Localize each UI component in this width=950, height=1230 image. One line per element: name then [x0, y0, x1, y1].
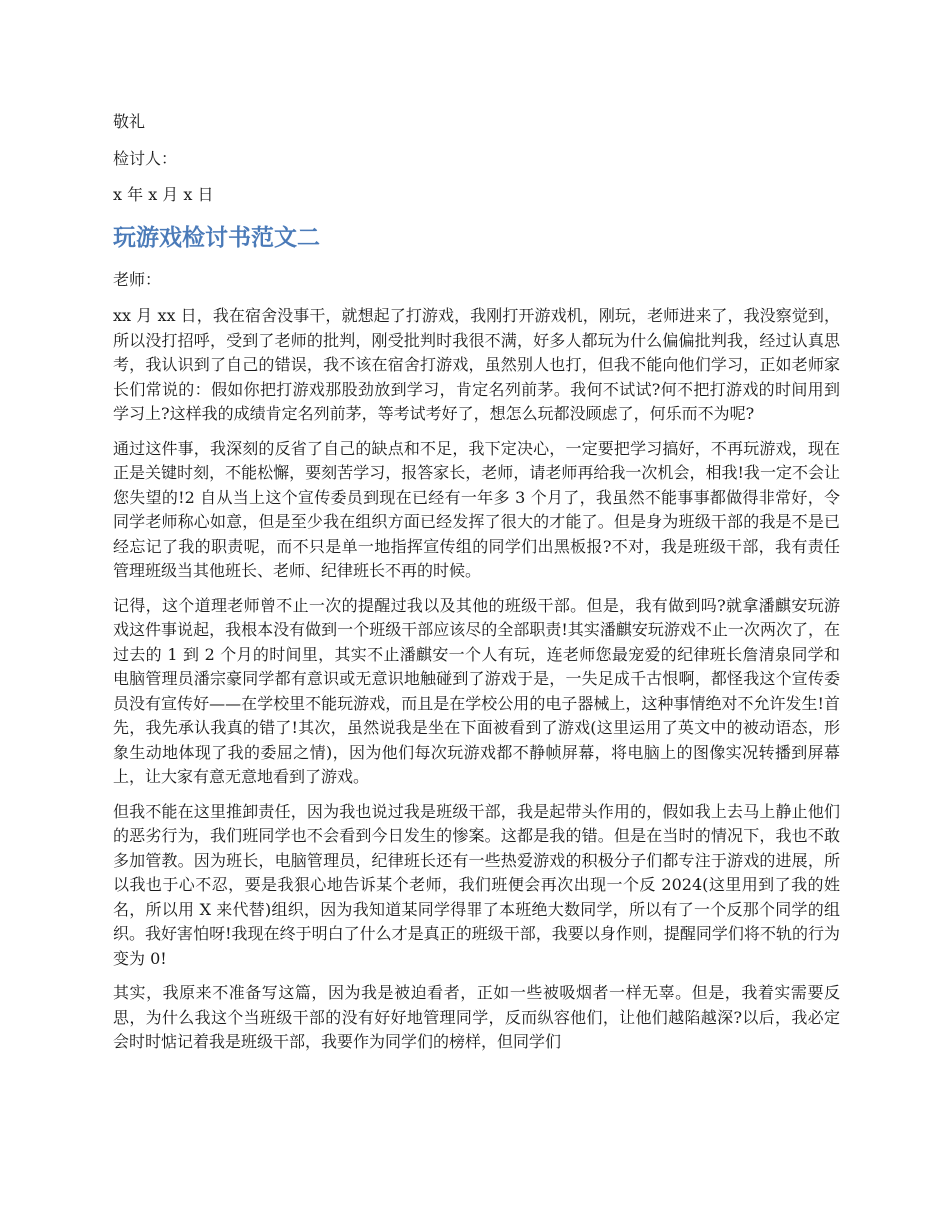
closing-date: x 年 x 月 x 日: [113, 185, 214, 204]
signer-label: 检讨人：: [113, 148, 178, 168]
body-paragraph-4: 但我不能在这里推卸责任，因为我也说过我是班级干部，我是起带头作用的，假如我上去马上静止他们的恶劣行为，我们班同学也不会看到今日发生的惨案。这都是我的错。但是在当时的情况下，我也不敢多加管教。因为班长，电脑管理员，纪律班长还有一些热爱游戏的积极分子们都专注于游戏的进展，所以我也于心不忍，要是我狠心地告诉某个老师，我们班便会再次出现一个反 2024(这里用到了我的姓名，所以用 X 来代替)组织，因为我知道某同学得罪了本班绝大数同学，所以有了一个反那个同学的组织。我好害怕呀!我现在终于明白了什么才是真正的班级干部，我要以身作则，提醒同学们将不轨的行为变为 0!: [113, 801, 840, 968]
body-paragraph-5: 其实，我原来不准备写这篇，因为我是被迫看者，正如一些被吸烟者一样无辜。但是，我着实需要反思，为什么我这个当班级干部的没有好好地管理同学，反而纵容他们，让他们越陷越深?以后，我必定会时时惦记着我是班级干部，我要作为同学们的榜样，但同学们: [113, 983, 840, 1051]
body-paragraph-2: 通过这件事，我深刻的反省了自己的缺点和不足，我下定决心，一定要把学习搞好，不再玩游戏，现在正是关键时刻，不能松懈，要刻苦学习，报答家长，老师，请老师再给我一次机会，相我!我一定不会让您失望的!2 自从当上这个宣传委员到现在已经有一年多 3 个月了，我虽然不能事事都做得非常好，令同学老师称心如意，但是至少我在组织方面已经发挥了很大的才能了。但是身为班级干部的我是不是已经忘记了我的职责呢，而不只是单一地指挥宣传组的同学们出黑板报?不对，我是班级干部，我有责任管理班级当其他班长、老师、纪律班长不再的时候。: [113, 438, 840, 580]
document-page: [113, 110, 840, 1065]
section-title: 玩游戏检讨书范文二: [113, 224, 320, 251]
body-paragraph-1: xx 月 xx 日，我在宿舍没事干，就想起了打游戏，我刚打开游戏机，刚玩，老师进来了，我没察觉到，所以没打招呼，受到了老师的批判，刚受批判时我很不满，好多人都玩为什么偏偏批判我，经过认真思考，我认识到了自己的错误，我不该在宿舍打游戏，虽然别人也打，但我不能向他们学习，正如老师家长们常说的：假如你把打游戏那股劲放到学习，肯定名列前茅。我何不试试?何不把打游戏的时间用到学习上?这样我的成绩肯定名列前茅，等考试考好了，想怎么玩都没顾虑了，何乐而不为呢?: [113, 306, 840, 423]
greeting: 老师：: [113, 269, 162, 289]
body-paragraph-3: 记得，这个道理老师曾不止一次的提醒过我以及其他的班级干部。但是，我有做到吗?就拿潘麒安玩游戏这件事说起，我根本没有做到一个班级干部应该尽的全部职责!其实潘麒安玩游戏不止一次两次了，在过去的 1 到 2 个月的时间里，其实不止潘麒安一个人有玩，连老师您最宠爱的纪律班长詹清泉同学和电脑管理员潘宗豪同学都有意识或无意识地触碰到了游戏于是，一失足成千古恨啊，都怪我这个宣传委员没有宣传好——在学校里不能玩游戏，而且是在学校公用的电子器械上，这种事情绝对不允许发生!首先，我先承认我真的错了!其次，虽然说我是坐在下面被看到了游戏(这里运用了英文中的被动语态，形象生动地体现了我的委屈之情)，因为他们每次玩游戏都不静帧屏幕，将电脑上的图像实况转播到屏幕上，让大家有意无意地看到了游戏。: [113, 595, 840, 786]
closing-salute: 敬礼: [113, 112, 146, 131]
